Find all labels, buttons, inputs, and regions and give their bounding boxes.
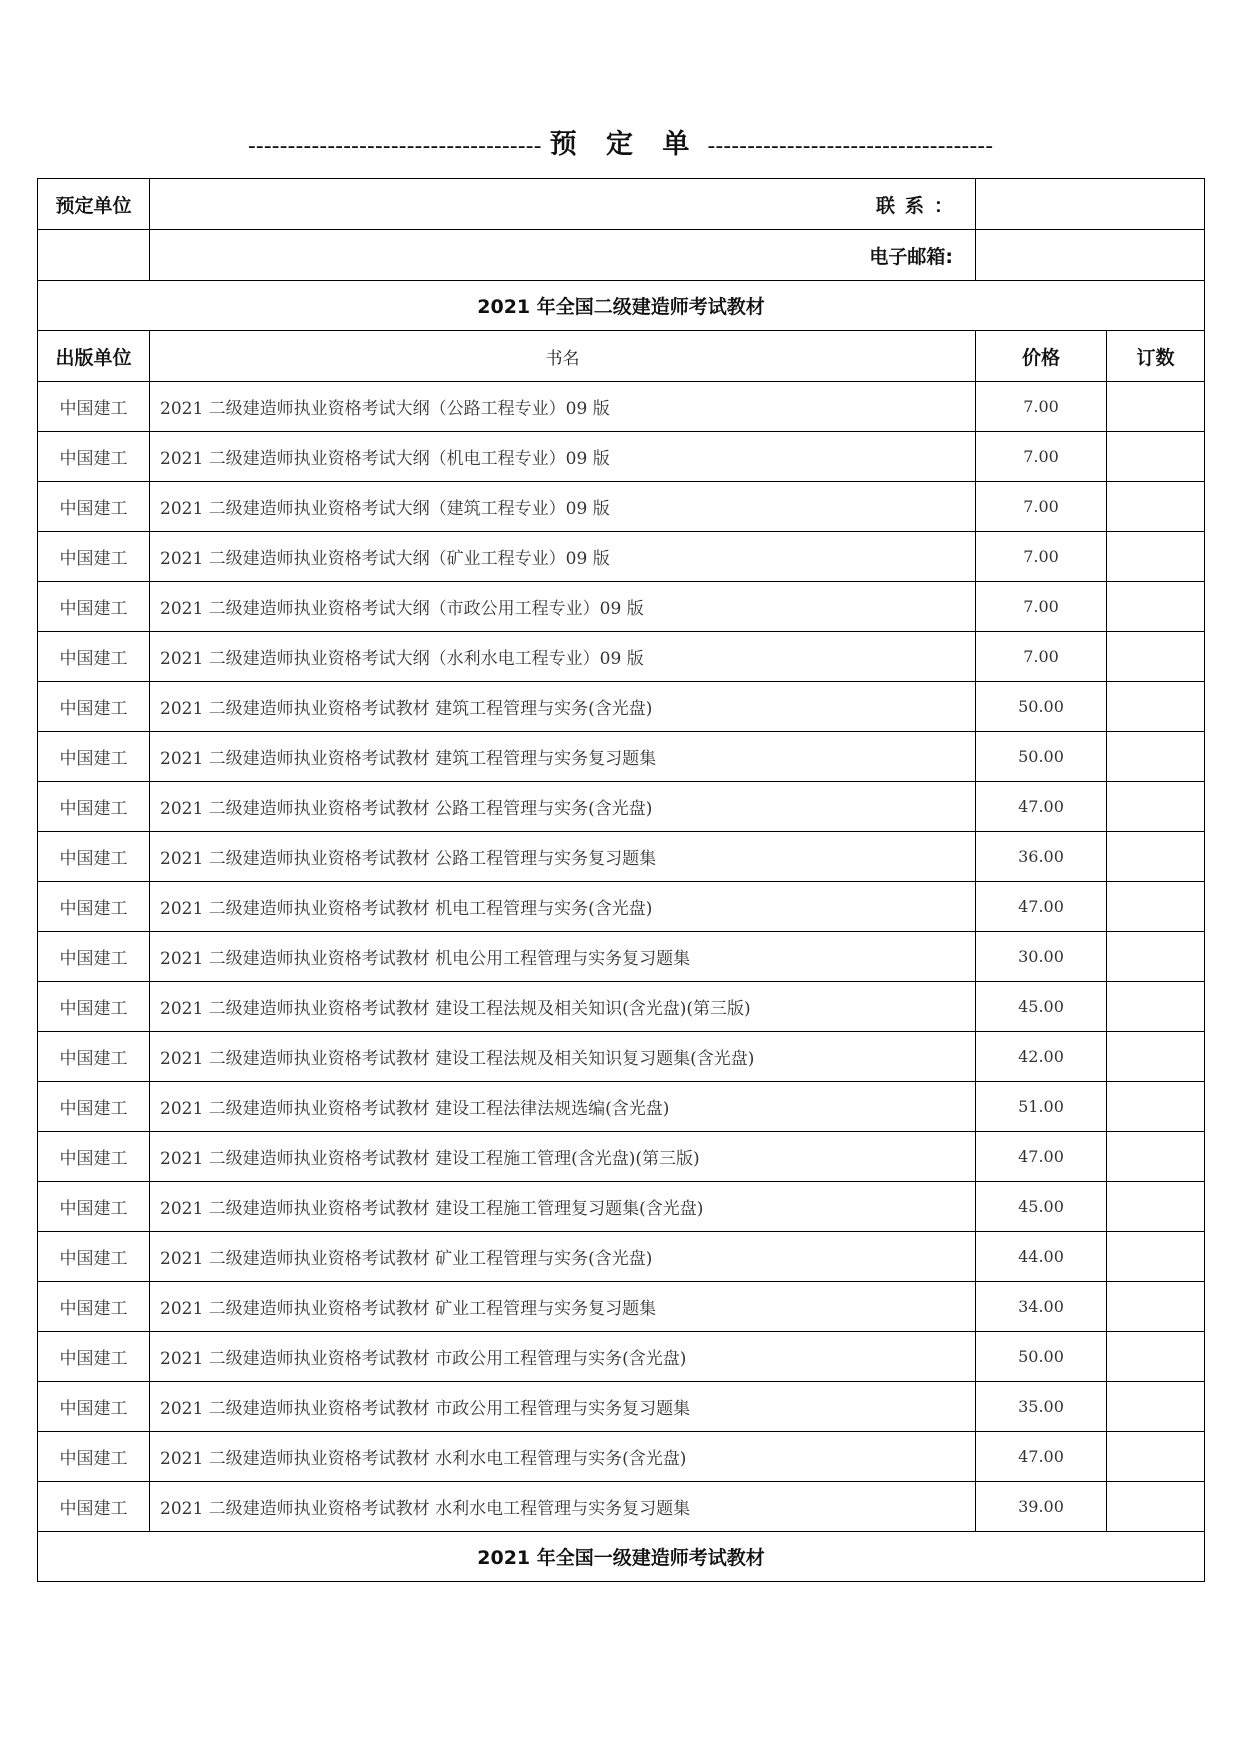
quantity-field[interactable] xyxy=(1107,1432,1205,1482)
book-title-cell: 2021 二级建造师执业资格考试教材 矿业工程管理与实务(含光盘) xyxy=(150,1232,976,1282)
price-cell: 50.00 xyxy=(976,1332,1107,1382)
price-cell: 7.00 xyxy=(976,382,1107,432)
quantity-field[interactable] xyxy=(1107,582,1205,632)
table-row xyxy=(38,582,1205,632)
col-header-publisher: 出版单位 xyxy=(38,331,150,382)
price-cell: 51.00 xyxy=(976,1082,1107,1132)
table-row xyxy=(38,932,1205,982)
quantity-field[interactable] xyxy=(1107,682,1205,732)
book-title-cell: 2021 二级建造师执业资格考试教材 市政公用工程管理与实务复习题集 xyxy=(150,1382,976,1432)
book-title-cell: 2021 二级建造师执业资格考试教材 水利水电工程管理与实务复习题集 xyxy=(150,1482,976,1532)
publisher-cell: 中国建工 xyxy=(38,1282,150,1332)
publisher-cell: 中国建工 xyxy=(38,682,150,732)
title-text: 预 定 单 xyxy=(549,129,700,160)
quantity-field[interactable] xyxy=(1107,432,1205,482)
price-cell: 39.00 xyxy=(976,1482,1107,1532)
publisher-cell: 中国建工 xyxy=(38,732,150,782)
book-title-cell: 2021 二级建造师执业资格考试教材 公路工程管理与实务复习题集 xyxy=(150,832,976,882)
publisher-cell: 中国建工 xyxy=(38,882,150,932)
table-row xyxy=(38,1432,1205,1482)
unit-field[interactable] xyxy=(38,230,150,281)
publisher-cell: 中国建工 xyxy=(38,532,150,582)
quantity-field[interactable] xyxy=(1107,482,1205,532)
quantity-field[interactable] xyxy=(1107,382,1205,432)
book-title-cell: 2021 二级建造师执业资格考试教材 水利水电工程管理与实务(含光盘) xyxy=(150,1432,976,1482)
publisher-cell: 中国建工 xyxy=(38,1032,150,1082)
publisher-cell: 中国建工 xyxy=(38,432,150,482)
price-cell: 47.00 xyxy=(976,782,1107,832)
table-row xyxy=(38,982,1205,1032)
book-title-cell: 2021 二级建造师执业资格考试大纲（建筑工程专业）09 版 xyxy=(150,482,976,532)
price-cell: 7.00 xyxy=(976,482,1107,532)
book-title-cell: 2021 二级建造师执业资格考试教材 建筑工程管理与实务复习题集 xyxy=(150,732,976,782)
quantity-field[interactable] xyxy=(1107,1132,1205,1182)
quantity-field[interactable] xyxy=(1107,1082,1205,1132)
quantity-field[interactable] xyxy=(1107,1232,1205,1282)
book-title-cell: 2021 二级建造师执业资格考试大纲（矿业工程专业）09 版 xyxy=(150,532,976,582)
table-row xyxy=(38,532,1205,582)
price-cell: 42.00 xyxy=(976,1032,1107,1082)
publisher-cell: 中国建工 xyxy=(38,1482,150,1532)
quantity-field[interactable] xyxy=(1107,1182,1205,1232)
price-cell: 35.00 xyxy=(976,1382,1107,1432)
publisher-cell: 中国建工 xyxy=(38,782,150,832)
col-header-book: 书名 xyxy=(150,331,976,382)
page-title xyxy=(0,130,1241,162)
price-cell: 45.00 xyxy=(976,982,1107,1032)
price-cell: 30.00 xyxy=(976,932,1107,982)
price-cell: 34.00 xyxy=(976,1282,1107,1332)
book-title-cell: 2021 二级建造师执业资格考试教材 公路工程管理与实务(含光盘) xyxy=(150,782,976,832)
table-row xyxy=(38,1082,1205,1132)
quantity-field[interactable] xyxy=(1107,982,1205,1032)
order-form-table xyxy=(37,178,1205,1582)
publisher-cell: 中国建工 xyxy=(38,1182,150,1232)
price-cell: 50.00 xyxy=(976,682,1107,732)
contact-label-cell xyxy=(150,179,976,230)
contact-field[interactable] xyxy=(976,179,1205,230)
table-row xyxy=(38,782,1205,832)
quantity-field[interactable] xyxy=(1107,1482,1205,1532)
book-title-cell: 2021 二级建造师执业资格考试大纲（市政公用工程专业）09 版 xyxy=(150,582,976,632)
book-title-cell: 2021 二级建造师执业资格考试教材 矿业工程管理与实务复习题集 xyxy=(150,1282,976,1332)
price-cell: 47.00 xyxy=(976,1432,1107,1482)
section-row-level2 xyxy=(38,281,1205,331)
col-header-qty: 订数 xyxy=(1107,331,1205,382)
column-header-row xyxy=(38,331,1205,382)
quantity-field[interactable] xyxy=(1107,932,1205,982)
table-row xyxy=(38,1332,1205,1382)
publisher-cell: 中国建工 xyxy=(38,582,150,632)
table-row xyxy=(38,1382,1205,1432)
book-title-cell: 2021 二级建造师执业资格考试教材 机电工程管理与实务(含光盘) xyxy=(150,882,976,932)
price-cell: 44.00 xyxy=(976,1232,1107,1282)
price-cell: 47.00 xyxy=(976,882,1107,932)
table-row xyxy=(38,1232,1205,1282)
book-title-cell: 2021 二级建造师执业资格考试教材 建设工程法律法规选编(含光盘) xyxy=(150,1082,976,1132)
quantity-field[interactable] xyxy=(1107,882,1205,932)
quantity-field[interactable] xyxy=(1107,632,1205,682)
publisher-cell: 中国建工 xyxy=(38,1132,150,1182)
book-title-cell: 2021 二级建造师执业资格考试教材 建设工程法规及相关知识(含光盘)(第三版) xyxy=(150,982,976,1032)
email-field[interactable] xyxy=(976,230,1205,281)
email-row xyxy=(38,230,1205,281)
table-row xyxy=(38,382,1205,432)
quantity-field[interactable] xyxy=(1107,1032,1205,1082)
quantity-field[interactable] xyxy=(1107,782,1205,832)
email-label: 电子邮箱: xyxy=(150,230,976,281)
book-title-cell: 2021 二级建造师执业资格考试教材 建设工程法规及相关知识复习题集(含光盘) xyxy=(150,1032,976,1082)
table-row xyxy=(38,632,1205,682)
quantity-field[interactable] xyxy=(1107,532,1205,582)
quantity-field[interactable] xyxy=(1107,732,1205,782)
table-row xyxy=(38,832,1205,882)
table-row xyxy=(38,432,1205,482)
publisher-cell: 中国建工 xyxy=(38,1082,150,1132)
quantity-field[interactable] xyxy=(1107,832,1205,882)
unit-label: 预定单位 xyxy=(38,179,150,230)
price-cell: 7.00 xyxy=(976,432,1107,482)
price-cell: 36.00 xyxy=(976,832,1107,882)
title-dashes-left: ------------------------------------- xyxy=(247,134,542,159)
publisher-cell: 中国建工 xyxy=(38,832,150,882)
price-cell: 7.00 xyxy=(976,632,1107,682)
book-title-cell: 2021 二级建造师执业资格考试教材 市政公用工程管理与实务(含光盘) xyxy=(150,1332,976,1382)
section-title-level1: 2021 年全国一级建造师考试教材 xyxy=(38,1532,1205,1582)
contact-label: 联系 xyxy=(875,194,934,217)
publisher-cell: 中国建工 xyxy=(38,982,150,1032)
table-row xyxy=(38,732,1205,782)
book-title-cell: 2021 二级建造师执业资格考试大纲（公路工程专业）09 版 xyxy=(150,382,976,432)
publisher-cell: 中国建工 xyxy=(38,1332,150,1382)
table-row xyxy=(38,1032,1205,1082)
quantity-field[interactable] xyxy=(1107,1282,1205,1332)
book-title-cell: 2021 二级建造师执业资格考试教材 机电公用工程管理与实务复习题集 xyxy=(150,932,976,982)
table-row xyxy=(38,1282,1205,1332)
price-cell: 45.00 xyxy=(976,1182,1107,1232)
price-cell: 50.00 xyxy=(976,732,1107,782)
publisher-cell: 中国建工 xyxy=(38,1232,150,1282)
table-row xyxy=(38,1132,1205,1182)
book-title-cell: 2021 二级建造师执业资格考试大纲（水利水电工程专业）09 版 xyxy=(150,632,976,682)
table-row xyxy=(38,682,1205,732)
price-cell: 7.00 xyxy=(976,532,1107,582)
col-header-price: 价格 xyxy=(976,331,1107,382)
table-row xyxy=(38,1182,1205,1232)
book-title-cell: 2021 二级建造师执业资格考试教材 建筑工程管理与实务(含光盘) xyxy=(150,682,976,732)
book-title-cell: 2021 二级建造师执业资格考试大纲（机电工程专业）09 版 xyxy=(150,432,976,482)
publisher-cell: 中国建工 xyxy=(38,632,150,682)
publisher-cell: 中国建工 xyxy=(38,932,150,982)
contact-colon: ： xyxy=(933,194,953,217)
table-row xyxy=(38,482,1205,532)
book-title-cell: 2021 二级建造师执业资格考试教材 建设工程施工管理复习题集(含光盘) xyxy=(150,1182,976,1232)
publisher-cell: 中国建工 xyxy=(38,482,150,532)
title-dashes-right: ------------------------------------ xyxy=(707,134,994,159)
contact-row xyxy=(38,179,1205,230)
table-row xyxy=(38,882,1205,932)
publisher-cell: 中国建工 xyxy=(38,1432,150,1482)
section-title-level2: 2021 年全国二级建造师考试教材 xyxy=(38,281,1205,331)
book-title-cell: 2021 二级建造师执业资格考试教材 建设工程施工管理(含光盘)(第三版) xyxy=(150,1132,976,1182)
publisher-cell: 中国建工 xyxy=(38,382,150,432)
quantity-field[interactable] xyxy=(1107,1382,1205,1432)
table-row xyxy=(38,1482,1205,1532)
price-cell: 47.00 xyxy=(976,1132,1107,1182)
price-cell: 7.00 xyxy=(976,582,1107,632)
quantity-field[interactable] xyxy=(1107,1332,1205,1382)
section-row-level1 xyxy=(38,1532,1205,1582)
publisher-cell: 中国建工 xyxy=(38,1382,150,1432)
